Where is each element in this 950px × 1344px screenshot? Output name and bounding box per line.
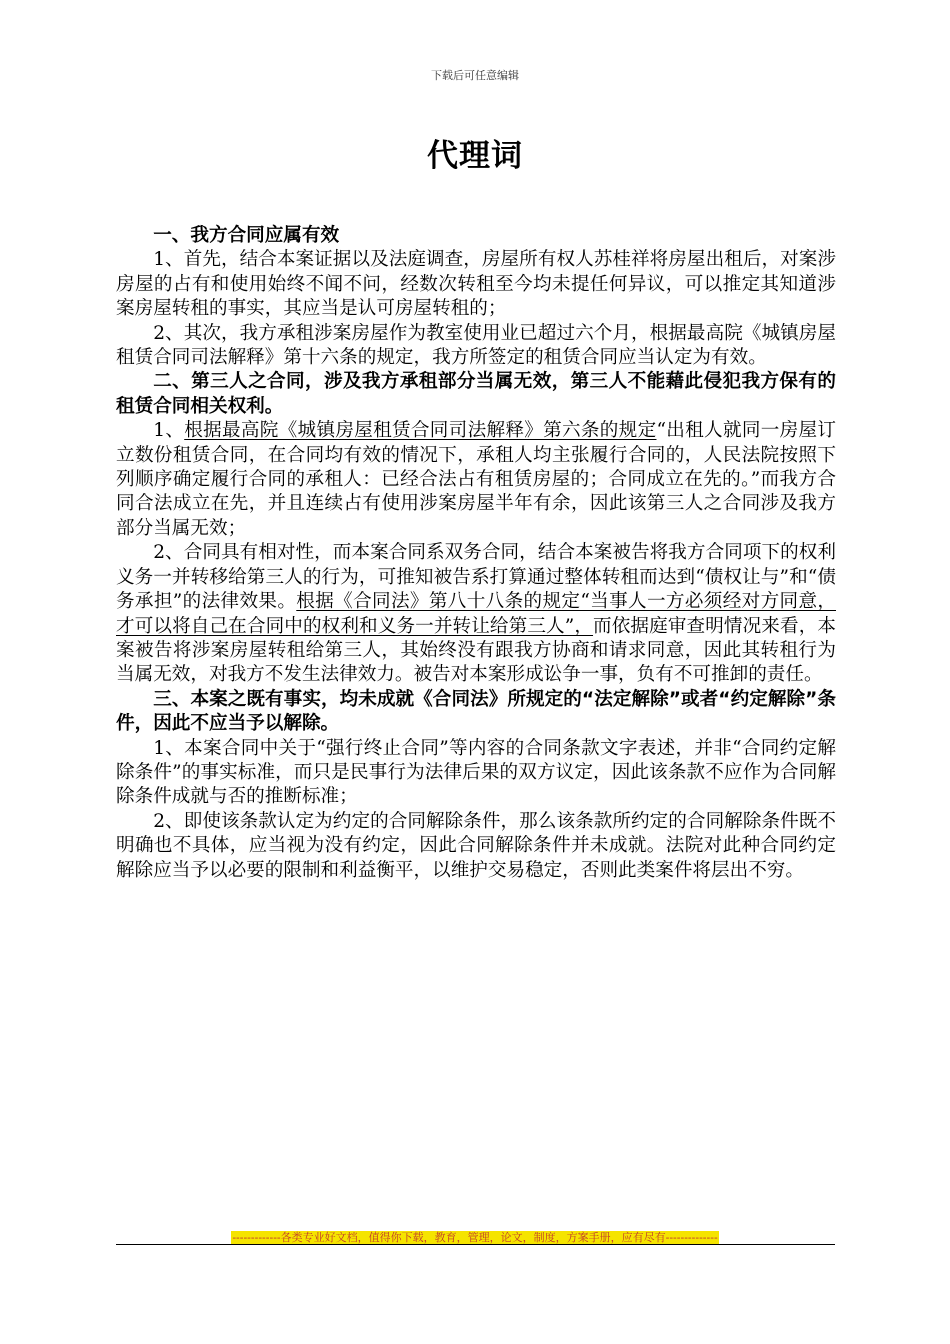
paragraph-text: 2、合同具有相对性，而本案合同系双务合同，结合本案被告将我方合同项下的权利义务一并转移给第三人的行为，可推知被告系打算通过整体转租而达到“债权让与”和“债务承担”的法律效果。 xyxy=(116,542,836,613)
document-title: 代理词 xyxy=(427,138,523,174)
footer-banner xyxy=(0,1229,950,1245)
underlined-citation: 根据最高院《城镇房屋租赁合同司法解释》第六条的规定 xyxy=(184,420,657,442)
paragraph-text: 1、本案合同中关于“强行终止合同”等内容的合同条款文字表述，并非“合同约定解除条件”的事实标准，而只是民事行为法律后果的双方议定，因此该条款不应作为合同解除条件成就与否的推断标准； xyxy=(116,737,836,808)
section-heading-3: 三、本案之既有事实，均未成就《合同法》所规定的“法定解除”或者“约定解除”条件，因此不应当予以解除。 xyxy=(116,688,836,735)
underlined-citation: 根据《合同法》第八十八条的规定“当事人一方必须经对方同意，才可以将自己在合同中的权利和义务一并转让给第三人”， xyxy=(116,591,836,637)
paragraph-text: “出租人就同一房屋订立数份租赁合同，在合同均有效的情况下，承租人均主张履行合同的，人民法院按照下列顺序确定履行合同的承租人：已经合法占有租赁房屋的；合同成立在先的。”而我方合同合法成立在先，并且连续占有使用涉案房屋半年有余，因此该第三人之合同涉及我方部分当属无效； xyxy=(116,420,836,539)
header-note: 下载后可任意编辑 xyxy=(431,69,519,82)
paragraph-text: 2、其次，我方承租涉案房屋作为教室使用业已超过六个月，根据最高院《城镇房屋租赁合同司法解释》第十六条的规定，我方所签定的租赁合同应当认定为有效。 xyxy=(116,322,836,369)
footer-divider xyxy=(116,1244,835,1245)
document-body xyxy=(116,224,836,883)
paragraph-2-1 xyxy=(116,419,836,541)
paragraph-3-1 xyxy=(116,737,836,810)
paragraph-2-2 xyxy=(116,541,836,687)
paragraph-text: 2、即使该条款认定为约定的合同解除条件，那么该条款所约定的合同解除条件既不明确也不具体，应当视为没有约定，因此合同解除条件并未成就。法院对此种合同约定解除应当予以必要的限制和利益衡平，以维护交易稳定，否则此类案件将层出不穷。 xyxy=(116,810,836,881)
paragraph-1-1 xyxy=(116,248,836,321)
paragraph-1-2 xyxy=(116,322,836,371)
section-heading-1: 一、我方合同应属有效 xyxy=(153,225,340,246)
footer-text: -------------各类专业好文档，值得你下载，教育，管理，论文，制度，方案手册，应有尽有-------------- xyxy=(232,1231,718,1244)
paragraph-3-2 xyxy=(116,810,836,883)
section-heading-2: 二、第三人之合同，涉及我方承租部分当属无效，第三人不能藉此侵犯我方保有的租赁合同相关权利。 xyxy=(116,371,836,417)
paragraph-text: 而依据庭审查明情况来看，本案被告将涉案房屋转租给第三人，其始终没有跟我方协商和请求同意，因此其转租行为当属无效，对我方不发生法律效力。被告对本案形成讼争一事，负有不可推卸的责任。 xyxy=(116,615,836,686)
paragraph-text: 1、 xyxy=(153,420,185,442)
paragraph-text: 1、首先，结合本案证据以及法庭调查，房屋所有权人苏桂祥将房屋出租后，对案涉房屋的占有和使用始终不闻不问，经数次转租至今均未提任何异议，可以推定其知道涉案房屋转租的事实，其应当是认可房屋转租的； xyxy=(116,249,836,320)
